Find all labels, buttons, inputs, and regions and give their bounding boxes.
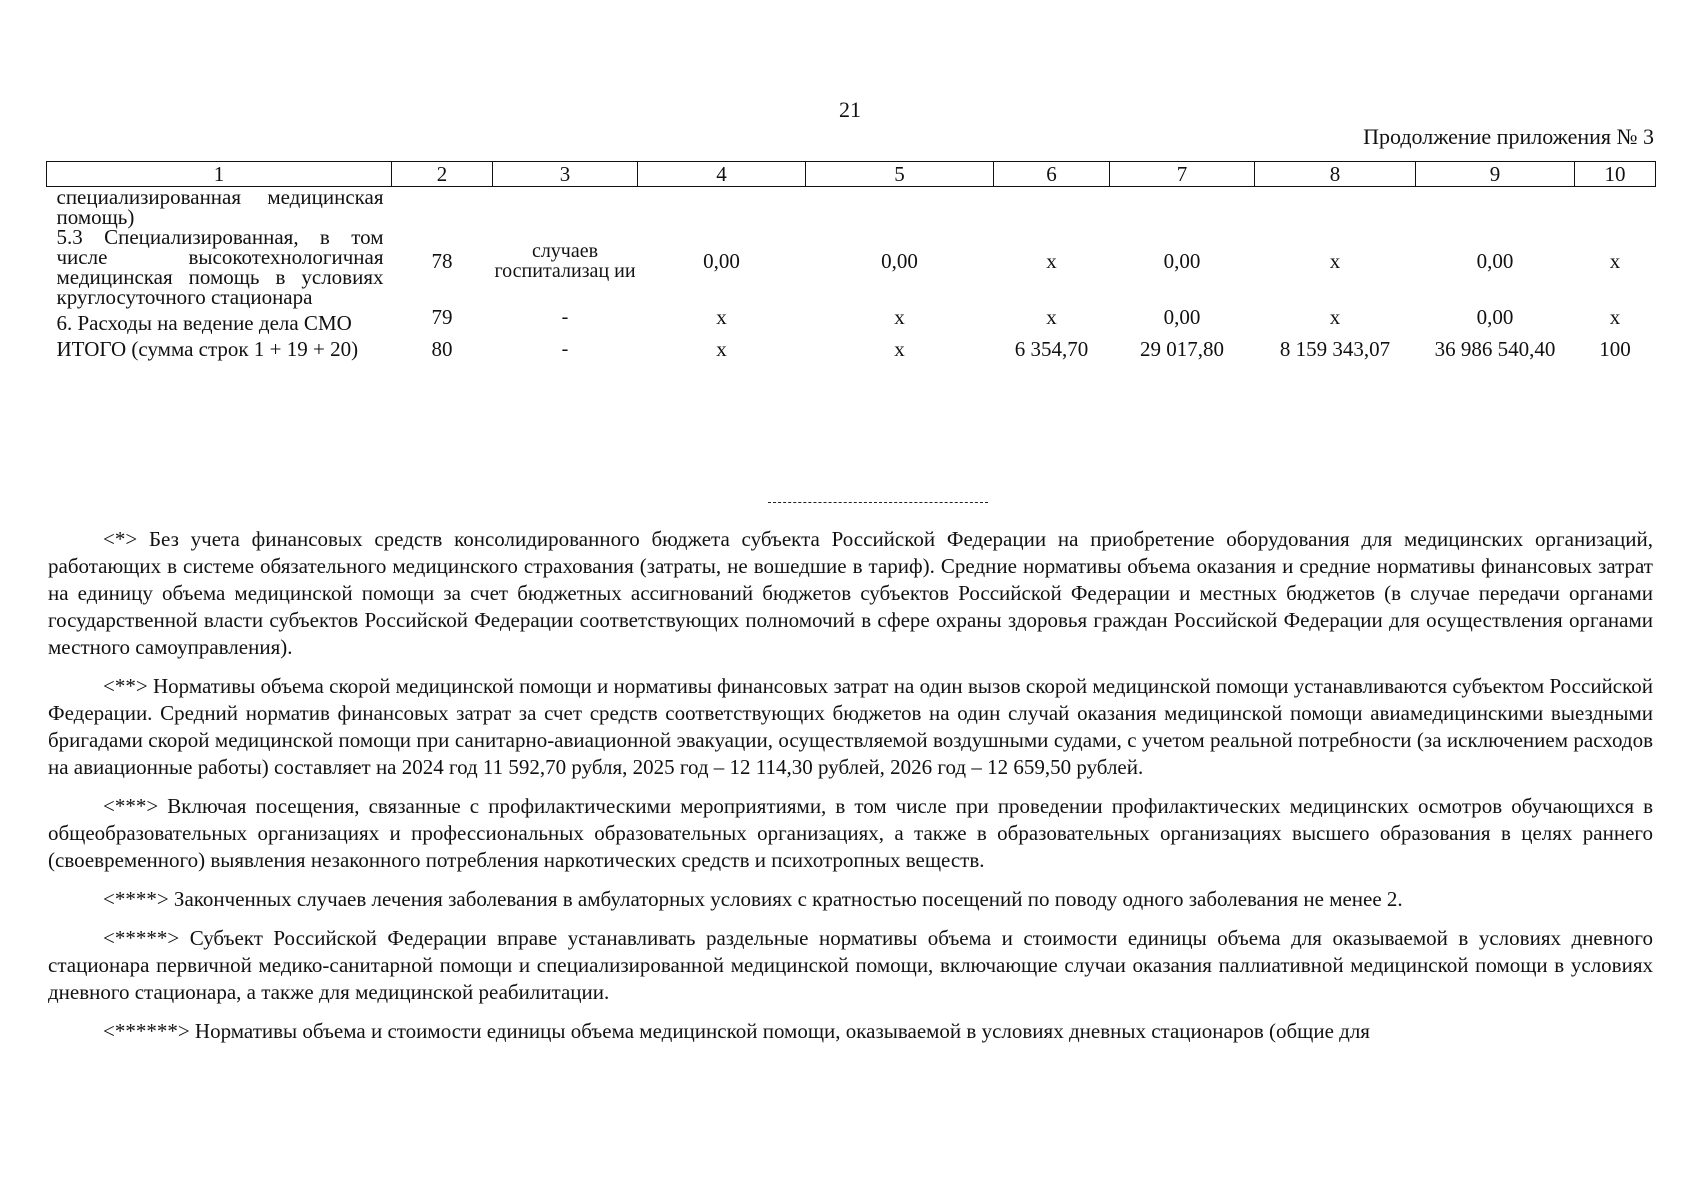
table-row-total: [47, 339, 1656, 359]
value-cell: 0,00: [1163, 249, 1201, 273]
value-cell: x: [1609, 249, 1621, 273]
value-cell: 36 986 540,40: [1434, 337, 1556, 361]
column-header: 3: [493, 162, 638, 187]
value-cell: x: [894, 337, 905, 361]
column-header: 9: [1416, 162, 1575, 187]
value-cell: 0,00: [703, 249, 740, 273]
value-cell: x: [1046, 305, 1057, 329]
row-name-cell: специализированная медицинская помощь): [56, 185, 384, 229]
footnote: <*> Без учета финансовых средств консолидированного бюджета субъекта Российской Федерации на приобретение оборудования для медицинских организаций, работающих в системе обязательного медицинского страхования (затраты, не вошедшие в тариф). Средние нормативы объема оказания и средние нормативы финансовых затрат на единицу объема медицинской помощи за счет бюджетных ассигнований бюджетов субъектов Российской Федерации и местных бюджетов (в случае передачи органами государственной власти субъектов Российской Федерации соответствующих полномочий в сфере охраны здоровья граждан Российской Федерации для осуществления органами местного самоуправления).: [48, 527, 1653, 659]
value-cell: 0,00: [881, 249, 918, 273]
footnote: <*****> Субъект Российской Федерации вправе устанавливать раздельные нормативы объема и стоимости единицы объема для оказываемой в условиях дневного стационара первичной медико-санитарной помощи и специализированной медицинской помощи, включающие случаи оказания паллиативной медицинской помощи в условиях дневного стационара, а также для медицинской реабилитации.: [48, 926, 1653, 1004]
value-cell: 0,00: [1163, 305, 1201, 329]
footnote: <******> Нормативы объема и стоимости единицы объема медицинской помощи, оказываемой в условиях дневных стационаров (общие для: [103, 1019, 1370, 1043]
table-row: [47, 227, 1656, 307]
footnote: <***> Включая посещения, связанные с профилактическими мероприятиями, в том числе при проведении профилактических медицинских осмотров обучающихся в общеобразовательных организациях и профессиональных образовательных организациях, а также в образовательных организациях высшего образования в целях раннего (своевременного) выявления незаконного потребления наркотических средств и психотропных веществ.: [48, 794, 1653, 872]
value-cell: 0,00: [1476, 249, 1514, 273]
value-cell: x: [1329, 249, 1341, 273]
value-cell: x: [894, 305, 905, 329]
page-number: 21: [839, 97, 861, 122]
value-cell: x: [1329, 305, 1341, 329]
column-header: 7: [1110, 162, 1255, 187]
column-header: 5: [806, 162, 994, 187]
value-cell: 8 159 343,07: [1279, 337, 1391, 361]
value-cell: x: [716, 337, 727, 361]
column-header: 6: [994, 162, 1110, 187]
line-number-cell: 79: [431, 305, 453, 329]
unit-cell: -: [561, 306, 569, 328]
footnote: <****> Законченных случаев лечения заболевания в амбулаторных условиях с кратностью посещений по поводу одного заболевания не менее 2.: [103, 887, 1403, 911]
value-cell: 29 017,80: [1140, 337, 1224, 361]
value-cell: 6 354,70: [1014, 337, 1089, 361]
row-name-cell: ИТОГО (сумма строк 1 + 19 + 20): [56, 337, 359, 361]
table-row: [47, 307, 1656, 339]
footnote-separator: [768, 502, 988, 503]
row-name-cell: 5.3 Специализированная, в том числе высокотехнологичная медицинская помощь в условиях круглосуточного стационара: [56, 225, 384, 309]
value-cell: x: [716, 305, 727, 329]
column-header: 10: [1575, 162, 1656, 187]
footnotes: [48, 526, 1653, 1057]
unit-cell: случаев госпитализац ии: [494, 240, 636, 282]
row-name-cell: 6. Расходы на ведение дела СМО: [56, 311, 352, 335]
value-cell: 0,00: [1476, 305, 1514, 329]
column-number-header-row: [47, 162, 1656, 187]
column-header: 2: [392, 162, 493, 187]
line-number-cell: 80: [431, 337, 453, 361]
value-cell: 100: [1599, 337, 1631, 361]
footnote: <**> Нормативы объема скорой медицинской помощи и нормативы финансовых затрат на один вызов скорой медицинской помощи устанавливаются субъектом Российской Федерации. Средний норматив финансовых затрат за счет средств соответствующих бюджетов на один случай оказания медицинской помощи авиамедицинскими выездными бригадами скорой медицинской помощи при санитарно-авиационной эвакуации, осуществляемой воздушными судами, с учетом реальной потребности (за исключением расходов на авиационные работы) составляет на 2024 год 11 592,70 рубля, 2025 год – 12 114,30 рублей, 2026 год – 12 659,50 рублей.: [48, 674, 1653, 779]
column-header: 4: [638, 162, 806, 187]
column-header: 1: [47, 162, 392, 187]
appendix-continuation-note: Продолжение приложения № 3: [1363, 124, 1654, 149]
unit-cell: -: [561, 338, 569, 360]
value-cell: x: [1609, 305, 1621, 329]
table-row-continuation: [47, 187, 1656, 228]
volume-norms-table: [46, 161, 1656, 359]
value-cell: x: [1046, 249, 1057, 273]
column-header: 8: [1255, 162, 1416, 187]
line-number-cell: 78: [431, 249, 453, 273]
